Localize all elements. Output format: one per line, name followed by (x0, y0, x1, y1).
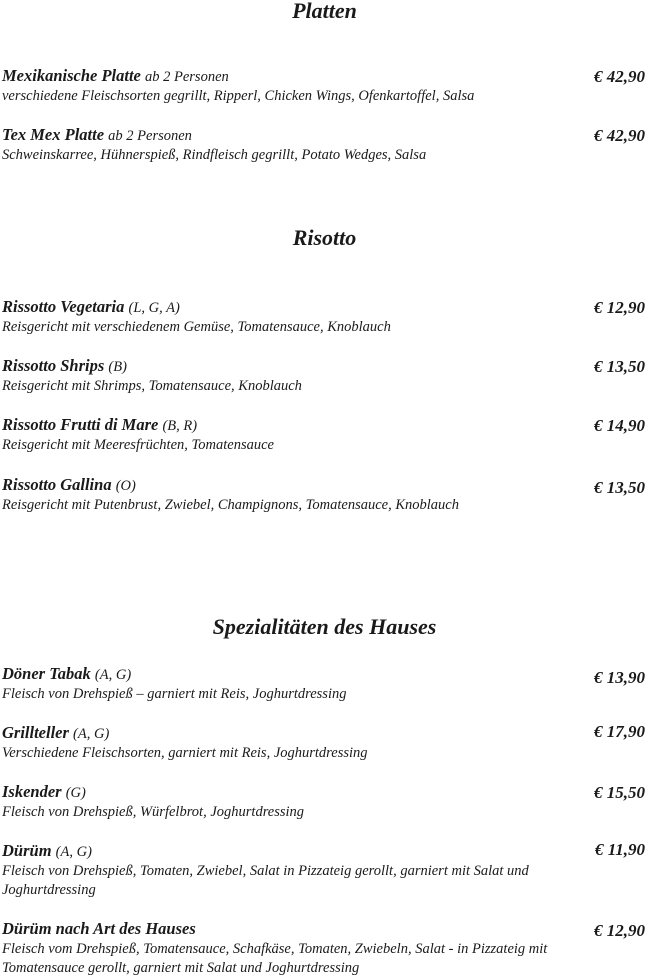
item-description: Fleisch vom Drehspieß, Tomatensauce, Schafkäse, Tomaten, Zwiebeln, Salat - in Pizzateig mit Tomatensauce gerollt, garniert mit Salat und Joghurtdressing (2, 941, 548, 976)
menu-item-doener-tabak (2, 664, 647, 704)
item-name: Grillteller (2, 723, 69, 742)
item-price: € 13,50 (594, 478, 645, 497)
item-price: € 14,90 (594, 416, 645, 435)
item-note: (A, G) (73, 726, 110, 742)
item-description: Reisgericht mit Meeresfrüchten, Tomatensauce (2, 437, 274, 453)
item-price: € 15,50 (594, 783, 645, 802)
item-note: (A, G) (94, 667, 132, 683)
item-name: Mexikanische Platte (2, 66, 141, 85)
item-description: Fleisch von Drehspieß, Tomaten, Zwiebel, Salat in Pizzateig gerollt, garniert mit Salat und Joghurtdressing (2, 863, 529, 898)
menu-item-duerum (2, 841, 647, 900)
menu-item-rissotto-vegetaria (2, 297, 647, 337)
item-price: € 13,90 (594, 668, 645, 687)
item-name: Dürüm nach Art des Hauses (2, 919, 196, 938)
item-description: Reisgericht mit Putenbrust, Zwiebel, Champignons, Tomatensauce, Knoblauch (2, 497, 459, 513)
section-title-risotto: Risotto (292, 225, 357, 250)
item-note: (B, R) (162, 418, 198, 434)
item-description: Schweinskarree, Hühnerspieß, Rindfleisch gegrillt, Potato Wedges, Salsa (2, 147, 427, 163)
menu-item-duerum-nach-art-des-hauses (2, 919, 647, 978)
item-description: Reisgericht mit Shrimps, Tomatensauce, Knoblauch (2, 378, 302, 394)
menu-item-rissotto-frutti-di-mare (2, 415, 647, 455)
item-price: € 42,90 (594, 126, 645, 145)
item-price: € 12,90 (594, 921, 645, 940)
item-name: Iskender (2, 782, 62, 801)
item-description: Fleisch von Drehspieß – garniert mit Reis, Joghurtdressing (2, 686, 347, 702)
item-description: Reisgericht mit verschiedenem Gemüse, Tomatensauce, Knoblauch (2, 319, 391, 335)
item-note: ab 2 Personen (145, 69, 229, 85)
item-note: (A, G) (55, 844, 92, 860)
menu-item-tex-mex-platte (2, 125, 647, 165)
item-description: verschiedene Fleischsorten gegrillt, Ripperl, Chicken Wings, Ofenkartoffel, Salsa (2, 88, 475, 104)
item-description: Verschiedene Fleischsorten, garniert mit Reis, Joghurtdressing (2, 745, 368, 761)
item-name: Tex Mex Platte (2, 125, 105, 144)
item-price: € 17,90 (594, 722, 645, 741)
item-price: € 11,90 (594, 840, 645, 859)
menu-item-iskender (2, 782, 647, 822)
menu-item-rissotto-gallina (2, 475, 647, 515)
item-name: Rissotto Shrips (2, 356, 105, 375)
item-note: (O) (115, 478, 136, 494)
menu-item-mexikanische-platte (2, 66, 647, 106)
menu-item-rissotto-shrips (2, 356, 647, 396)
item-price: € 42,90 (594, 67, 645, 86)
item-note: (L, G, A) (128, 300, 180, 316)
item-note: ab 2 Personen (108, 128, 192, 144)
item-name: Rissotto Frutti di Mare (2, 415, 159, 434)
item-name: Döner Tabak (2, 664, 91, 683)
item-price: € 12,90 (594, 298, 645, 317)
section-title-platten: Platten (292, 0, 357, 23)
item-name: Dürüm (2, 841, 52, 860)
item-description: Fleisch von Drehspieß, Würfelbrot, Joghurtdressing (2, 804, 305, 820)
item-note: (G) (65, 785, 86, 801)
item-price: € 13,50 (594, 357, 645, 376)
menu-item-grillteller (2, 723, 647, 763)
section-title-spezialitaeten: Spezialitäten des Hauses (212, 614, 437, 639)
item-name: Rissotto Gallina (2, 475, 112, 494)
item-name: Rissotto Vegetaria (2, 297, 125, 316)
item-note: (B) (108, 359, 127, 375)
